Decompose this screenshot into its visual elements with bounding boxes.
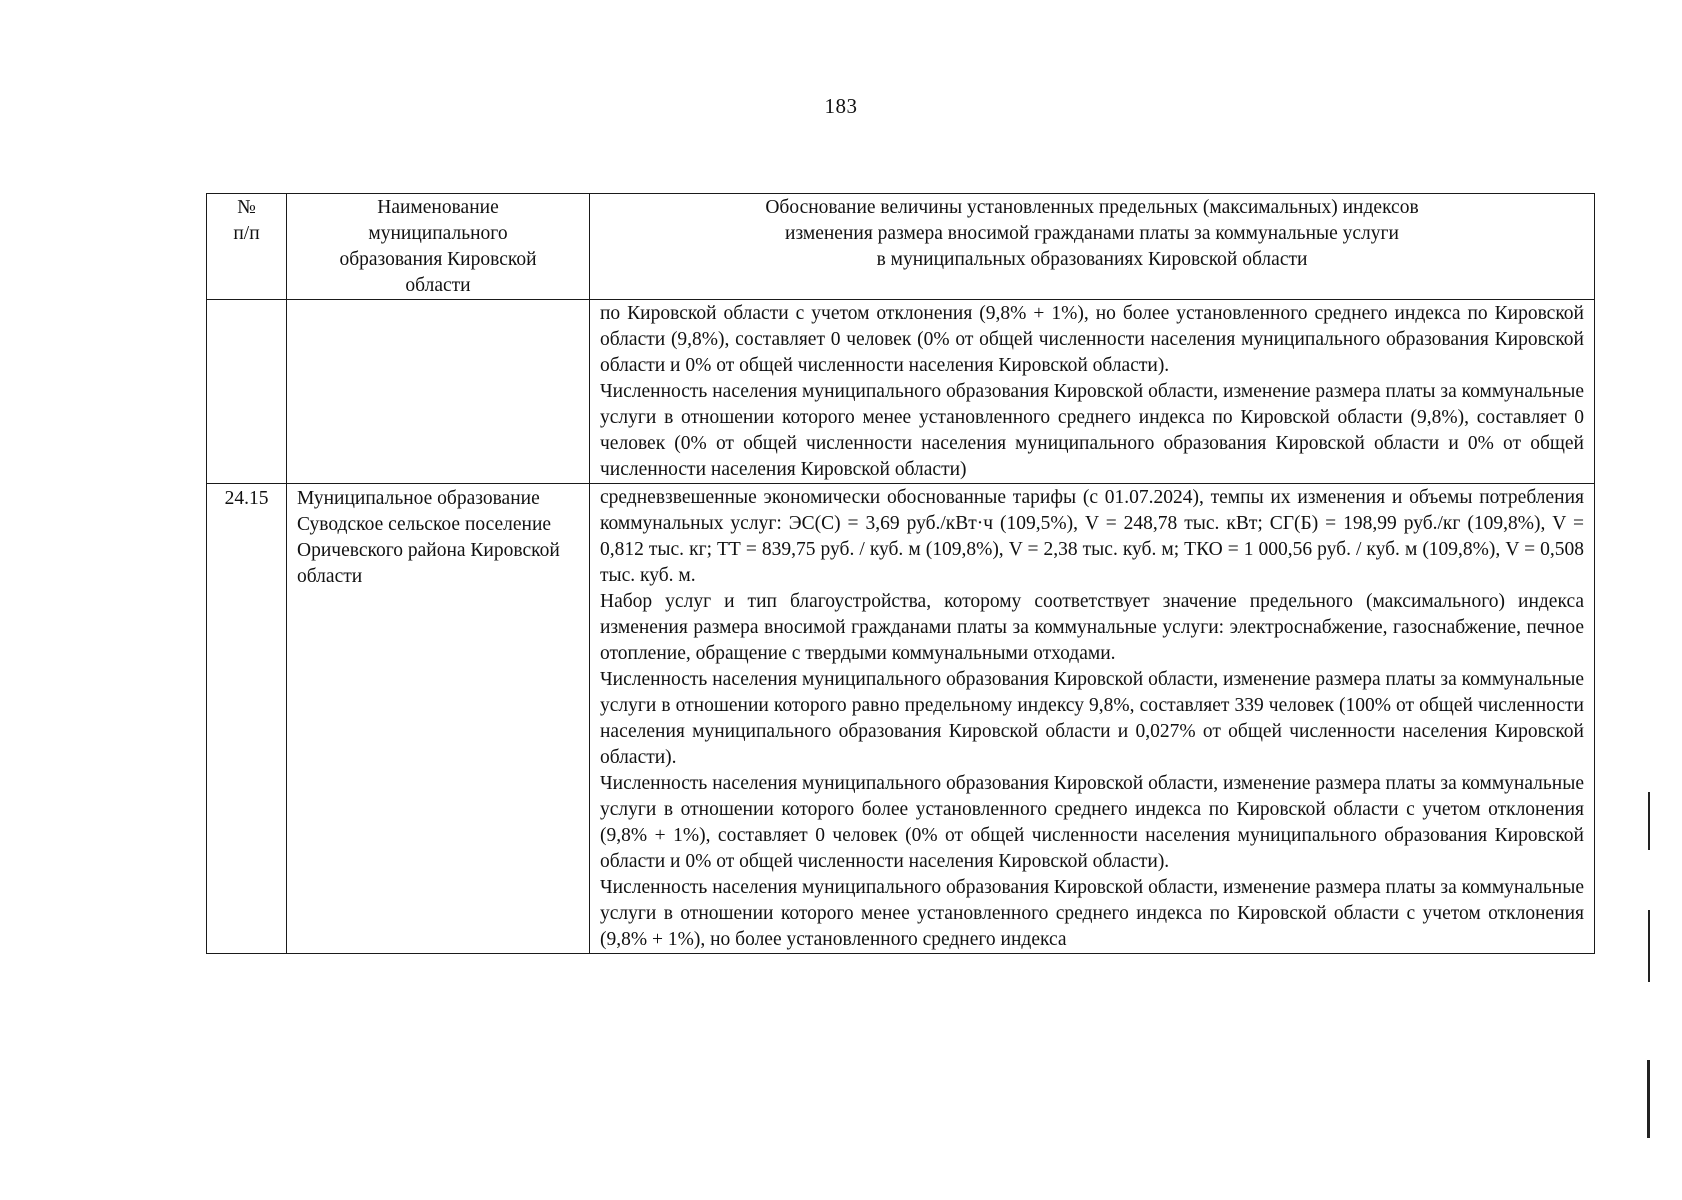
row-name-cell: Муниципальное образование Суводское сельское поселение Оричевского района Кировской области bbox=[287, 484, 590, 954]
row-name-cell bbox=[287, 300, 590, 484]
justification-paragraph: Численность населения муниципального образования Кировской области, изменение размера платы за коммунальные услуги в отношении которого менее установленного среднего индекса по Кировской области (9,8%), составляет 0 человек (0% от общей численности населения муниципального образования Кировской области и 0% от общей численности населения Кировской области) bbox=[600, 381, 1584, 480]
header-justification-line: изменения размера вносимой гражданами платы за коммунальные услуги bbox=[785, 223, 1399, 244]
header-name-line: области bbox=[405, 275, 471, 296]
header-number-line: № bbox=[237, 197, 256, 218]
table-row bbox=[207, 484, 1595, 954]
header-name-line: муниципального bbox=[368, 223, 508, 244]
header-municipality-name bbox=[287, 194, 590, 300]
row-number-cell bbox=[207, 300, 287, 484]
header-name-line: образования Кировской bbox=[339, 249, 537, 270]
header-justification-line: в муниципальных образованиях Кировской области bbox=[876, 249, 1308, 270]
justification-paragraph: средневзвешенные экономически обоснованные тарифы (с 01.07.2024), темпы их изменения и объемы потребления коммунальных услуг: ЭС(С) = 3,69 руб./кВт·ч (109,5%), V = 248,78 тыс. кВт; СГ(Б) = 198,99 руб./кг (109,8%), V = 0,812 тыс. кг; ТТ = 839,75 руб. / куб. м (109,8%), V = 2,38 тыс. куб. м; ТКО = 1 000,56 руб. / куб. м (109,8%), V = 0,508 тыс. куб. м. bbox=[600, 487, 1584, 586]
header-number bbox=[207, 194, 287, 300]
justification-paragraph: по Кировской области с учетом отклонения (9,8% + 1%), но более установленного среднего индекса по Кировской области (9,8%), составляет 0 человек (0% от общей численности населения муниципального образования Кировской области и 0% от общей численности населения Кировской области). bbox=[600, 303, 1584, 376]
justification-table bbox=[206, 193, 1595, 954]
header-justification-line: Обоснование величины установленных предельных (максимальных) индексов bbox=[765, 197, 1419, 218]
row-number-cell: 24.15 bbox=[207, 484, 287, 954]
scan-artifact-line bbox=[1647, 1060, 1650, 1138]
table-header-row bbox=[207, 194, 1595, 300]
row-justification-cell bbox=[590, 484, 1595, 954]
header-name-line: Наименование bbox=[377, 197, 499, 218]
justification-paragraph: Численность населения муниципального образования Кировской области, изменение размера платы за коммунальные услуги в отношении которого равно предельному индексу 9,8%, составляет 339 человек (100% от общей численности населения муниципального образования Кировской области и 0,027% от общей численности населения Кировской области). bbox=[600, 669, 1584, 768]
page-number: 183 bbox=[824, 94, 858, 118]
table-row bbox=[207, 300, 1595, 484]
justification-paragraph: Набор услуг и тип благоустройства, которому соответствует значение предельного (максимального) индекса изменения размера вносимой гражданами платы за коммунальные услуги: электроснабжение, газоснабжение, печное отопление, обращение с твердыми коммунальными отходами. bbox=[600, 591, 1584, 664]
scan-artifact-line bbox=[1648, 792, 1650, 850]
justification-paragraph: Численность населения муниципального образования Кировской области, изменение размера платы за коммунальные услуги в отношении которого менее установленного среднего индекса по Кировской области с учетом отклонения (9,8% + 1%), но более установленного среднего индекса bbox=[600, 877, 1584, 950]
justification-paragraph: Численность населения муниципального образования Кировской области, изменение размера платы за коммунальные услуги в отношении которого более установленного среднего индекса по Кировской области с учетом отклонения (9,8% + 1%), составляет 0 человек (0% от общей численности населения муниципального образования Кировской области и 0% от общей численности населения Кировской области). bbox=[600, 773, 1584, 872]
scan-artifact-line bbox=[1648, 910, 1650, 982]
header-justification bbox=[590, 194, 1595, 300]
row-justification-cell bbox=[590, 300, 1595, 484]
header-number-line: п/п bbox=[233, 223, 260, 244]
